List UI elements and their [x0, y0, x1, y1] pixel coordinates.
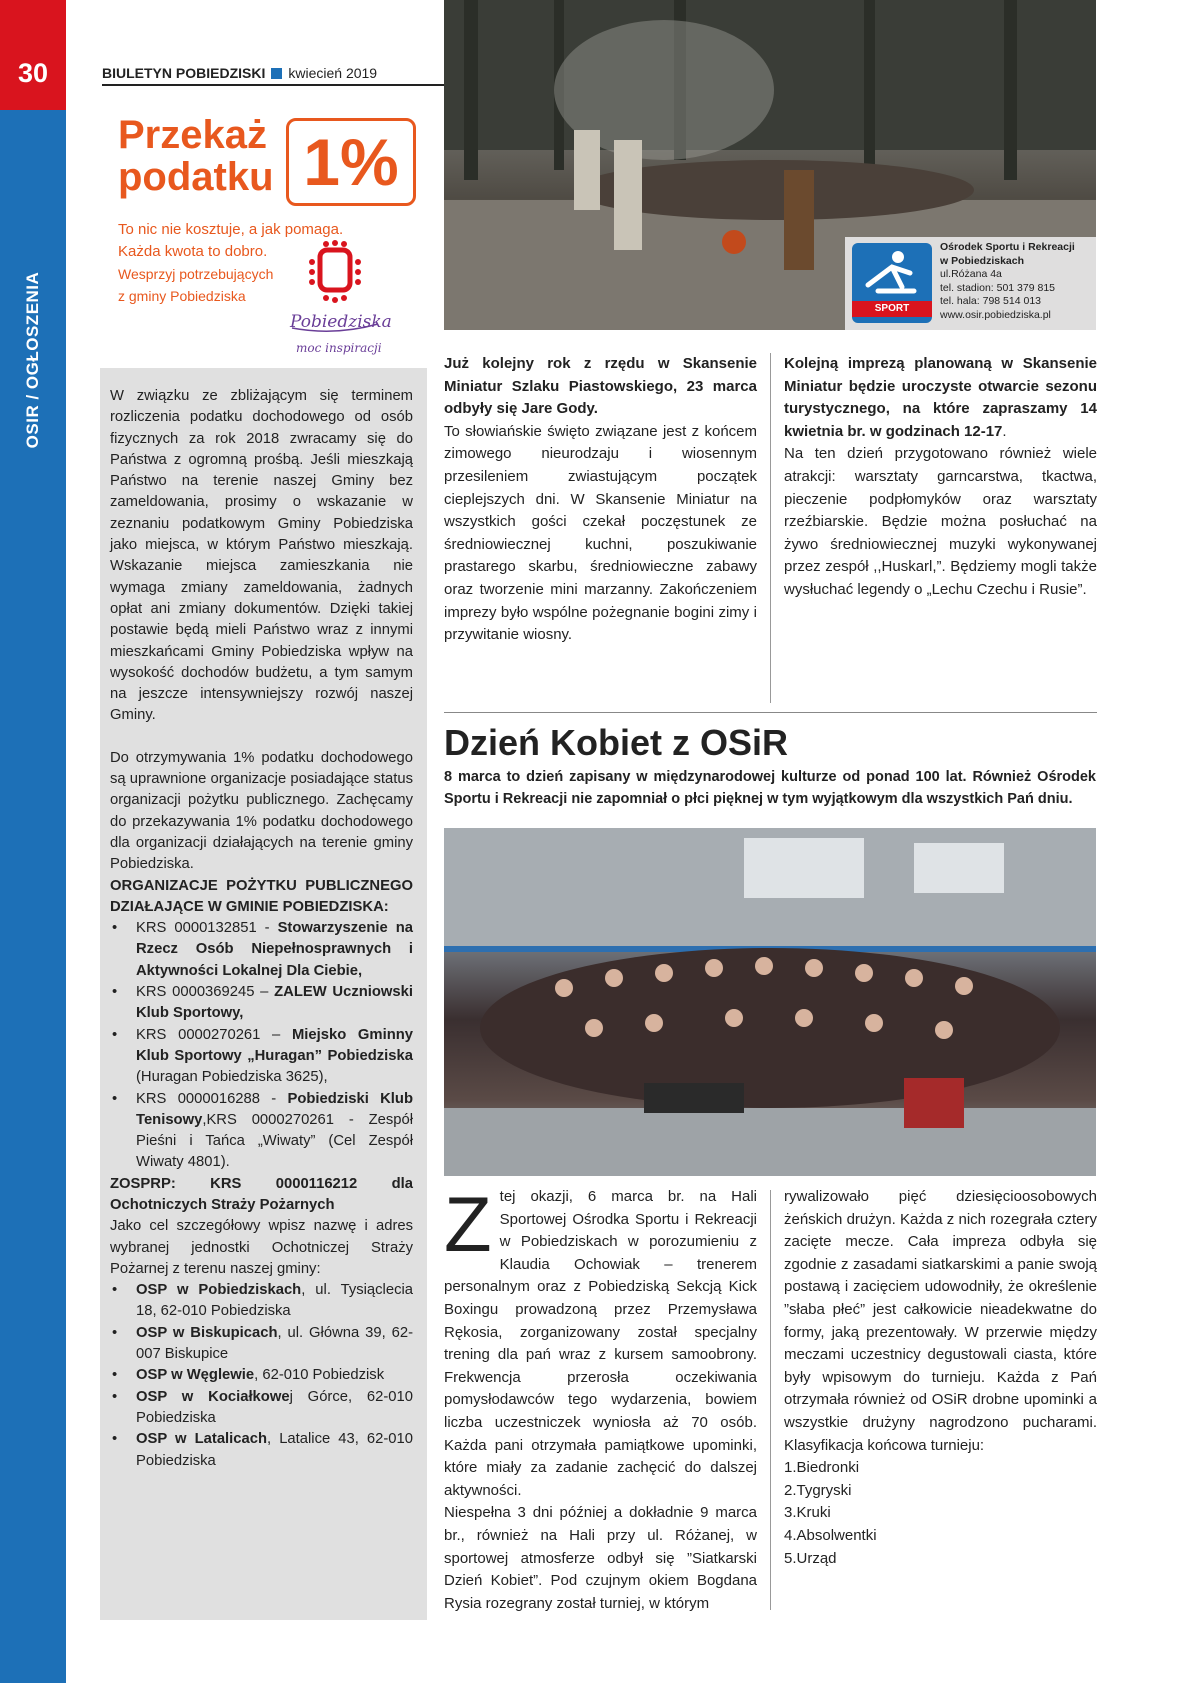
sport-label: SPORT [852, 301, 932, 317]
org-heading: ORGANIZACJE POŻYTKU PUBLICZNEGO DZIAŁAJĄCE W GMINIE POBIEDZISKA: [110, 877, 413, 915]
promo-title-line2: podatku [118, 155, 274, 199]
article-paragraph-2: Niespełna 3 dni później a dokładnie 9 marca br., również na Hali przy ul. Różanej, w sportowej atmosferze odbył się ”Siatkarski Dzień Kobiet”. Pod czujnym okiem Bogdana Rysia rozegrany został turniej, w którym [444, 1504, 757, 1612]
section-title: OSIR / OGŁOSZENIA [23, 271, 42, 449]
osir-phone-hall: tel. hala: 798 514 013 [940, 295, 1042, 307]
article-title: Dzień Kobiet z OSiR [444, 722, 789, 763]
hurdler-icon [852, 243, 932, 303]
list-item: • OSP w Kociałkowej Górce, 62-010 Pobiedziska [110, 1387, 413, 1430]
logo-tagline: moc inspiracji [296, 341, 382, 355]
dzien-kobiet-column-2 [784, 1186, 1097, 1570]
photo-group-icon [444, 828, 1096, 1176]
list-item: • OSP w Pobiedziskach, ul. Tysiąclecia 18, 62-010 Pobiedziska [110, 1280, 413, 1323]
running-header [102, 65, 377, 81]
tagline-line3: Wesprzyj potrzebujących [118, 266, 274, 282]
publication-name: BIULETYN POBIEDZISKI [102, 65, 266, 81]
skansen-lead: Kolejną imprezą planowaną w Skansenie Miniatur będzie uroczyste otwarcie sezonu turystycznego, na które zapraszamy 14 kwietnia br. w godzinach 12-17 [784, 355, 1097, 440]
osir-phone-stadium: tel. stadion: 501 379 815 [940, 281, 1056, 294]
list-item: 5.Urząd [784, 1549, 837, 1567]
list-item: 2.Tygryski [784, 1481, 852, 1499]
column-divider [770, 1190, 771, 1610]
list-item: 1.Biedronki [784, 1459, 860, 1477]
osir-sport-logo [852, 243, 932, 323]
zosprp-line: ZOSPRP: KRS 0000116212 dla Ochotniczych Straży Pożarnych [110, 1175, 413, 1213]
list-item: • KRS 0000369245 – ZALEW Uczniowski Klub Sportowy, [110, 982, 413, 1025]
article-lead: 8 marca to dzień zapisany w międzynarodowej kulturze od ponad 100 lat. Również Ośrodek Sportu i Rekreacji nie zapomniał o płci pięknej w tym wyjątkowym dla wszystkich Pań dniu. [444, 769, 1096, 807]
drop-cap: Z [444, 1180, 492, 1268]
article-paragraph-3: rywalizowało pięć dziesięcioosobowych żeńskich drużyn. Każda z nich rozegrała cztery zacięte mecze. Cała impreza odbyła się zgodnie z zasadami siatkarskimi a panie swoją postawą i zacięciem udowodniły, że określenie ”słaba płeć” jest całkowicie nieadekwatne do formy, jaką prezentowały. W przerwie między meczami uczestnicy degustowali ciasta, które były wpisowym do turnieju. Każda z Pań otrzymała również od OSiR drobne upominki a wszystkie drużyny nagrodzono pucharami. Klasyfikacja końcowa turnieju: [784, 1188, 1097, 1454]
jare-gody-column [444, 353, 757, 647]
promo-title [118, 114, 274, 198]
one-percent-badge: 1% [286, 118, 416, 206]
skansen-body: Na ten dzień przygotowano również wiele atrakcji: warsztaty garncarstwa, tkactwa, pieczenie podpłomyków oraz warsztaty rzeźbiarskie. Będzie można posłuchać na żywo średniowiecznej muzyki wykonywanej przez zespół ,,Huskarl,”. Będziemy mogli także wysłuchać legendy o „Lechu Czechu i Rusie”. [784, 445, 1097, 598]
section-rule [444, 712, 1097, 713]
tagline-line4: z gminy Pobiedziska [118, 288, 246, 304]
section-sidebar [0, 110, 66, 1683]
osp-list [110, 1280, 413, 1472]
list-item: • OSP w Węglewie, 62-010 Pobiedzisk [110, 1365, 413, 1386]
tax-paragraph-3: Jako cel szczegółowy wpisz nazwę i adres wybranej jednostki Ochotniczej Straży Pożarnej z terenu naszej gminy: [110, 1218, 413, 1277]
list-item: • OSP w Biskupicach, ul. Główna 39, 62-007 Biskupice [110, 1323, 413, 1366]
dzien-kobiet-group-photo [444, 828, 1096, 1176]
column-divider [770, 353, 771, 703]
issue-date: kwiecień 2019 [288, 65, 378, 81]
promo-title-line1: Przekaż [118, 113, 267, 157]
osir-website[interactable]: www.osir.pobiedziska.pl [940, 308, 1051, 321]
tagline-line2: Każda kwota to dobro. [118, 243, 268, 260]
skansen-opening-column: Kolejną imprezą planowaną w Skansenie Miniatur będzie uroczyste otwarcie sezonu turystycznego, na które zapraszamy 14 kwietnia br. w godzinach 12-17. Na ten dzień przygotowano również wiele atrakcji: warsztaty garncarstwa, tkactwa, pieczenie podpłomyków oraz warsztaty rzeźbiarskie. Będzie można posłuchać na żywo średniowiecznej muzyki wykonywanej przez zespół ,,Huskarl,”. Będziemy mogli także wysłuchać legendy o „Lechu Czechu i Rusie”. [784, 353, 1097, 602]
list-item: 4.Absolwentki [784, 1526, 877, 1544]
jare-gody-lead: Już kolejny rok z rzędu w Skansenie Miniatur Szlaku Piastowskiego, 23 marca odbyły się Jare Gody. [444, 355, 757, 418]
square-icon [271, 68, 282, 79]
list-item: 3.Kruki [784, 1504, 831, 1522]
dzien-kobiet-column-1 [444, 1180, 757, 1615]
tagline-line1: To nic nie kosztuje, a jak pomaga. [118, 221, 344, 238]
list-item: • OSP w Latalicach, Latalice 43, 62-010 Pobiedziska [110, 1429, 413, 1472]
header-rule [102, 84, 445, 86]
osir-name: Ośrodek Sportu i Rekreacji [940, 241, 1075, 253]
list-item: • KRS 0000132851 - Stowarzyszenie na Rzecz Osób Niepełnosprawnych i Aktywności Lokalnej Dla Ciebie, [110, 918, 413, 982]
tax-paragraph-2: Do otrzymywania 1% podatku dochodowego są uprawnione organizacje posiadające status organizacji pożytku publicznego. Zachęcamy do przekazywania 1% podatku dochodowego dla organizacji działających na terenie gminy Pobiedziska. [110, 749, 413, 873]
list-item: • KRS 0000270261 – Miejsko Gminny Klub Sportowy „Huragan” Pobiedziska (Huragan Pobiedziska 3625), [110, 1025, 413, 1089]
osir-location: w Pobiedziskach [940, 254, 1025, 267]
page-number-box [0, 0, 66, 110]
org-list [110, 918, 413, 1174]
logo-wordmark: Pobiedziska [290, 312, 392, 332]
osir-address: ul.Różana 4a [940, 268, 1002, 280]
page-number: 30 [17, 58, 49, 88]
osir-contact-info [940, 241, 1075, 322]
tax-info-text [110, 386, 413, 1472]
list-item: • KRS 0000016288 - Pobiedziski Klub Tenisowy,KRS 0000270261 - Zespół Pieśni i Tańca „Wiwaty” (Cel Zespół Wiwaty 4801). [110, 1089, 413, 1174]
standings-list [784, 1457, 1097, 1570]
tax-paragraph-1: W związku ze zbliżającym się terminem rozliczenia podatku dochodowego od osób fizycznych za rok 2018 zwracamy się do Państwa z ogromną prośbą. Jeśli mieszkają Państwo na terenie naszej Gminy bez zameldowania, prosimy o wskazanie w zeznaniu podatkowym Gminy Pobiedziska jako miejsca, w którym Państwo mieszkają. Wskazanie miejsca zamieszkania nie wymaga zmiany zameldowania, żadnych opłat ani zmiany dokumentów. Dzięki takiej postawie będą mieli Państwo wraz z innymi mieszkańcami Gminy Pobiedziska wpływ na wysokość dochodów budżetu, a tym samym na jeszcze intensywniejszy rozwój naszej Gminy. [110, 388, 413, 724]
article-paragraph-1: tej okazji, 6 marca br. na Hali Sportowej Ośrodka Sportu i Rekreacji w Pobiedziskach w porozumieniu z Klaudia Ochowiak – trenerem personalnym oraz z Pobiedziską Sekcją Kick Boxingu prowadzoną przez Przemysława Rękosia, zorganizowany został specjalny trening dla pań wraz z kursem samoobrony. Frekwencja przerosła oczekiwania pomysłodawców tego wydarzenia, bowiem liczba uczestniczek wyniosła aż 70 osób. Każda pani otrzymała pamiątkowe upominki, które miały za zadanie zachęcić do dalszej aktywności. [444, 1188, 757, 1499]
jare-gody-body: To słowiańskie święto związane jest z końcem zimowego nieurodzaju i wiosennym przesileniem zwiastującym początek cieplejszych dni. W Skansenie Miniatur na wszystkich gości czekał poczęstunek ze średniowiecznej kuchni, poszukiwanie prastarego skarbu, średniowieczne zabawy oraz tworzenie mini marzanny. Zakończeniem imprezy było wspólne pożegnanie bogini zimy i przywitanie wiosny. [444, 422, 757, 644]
